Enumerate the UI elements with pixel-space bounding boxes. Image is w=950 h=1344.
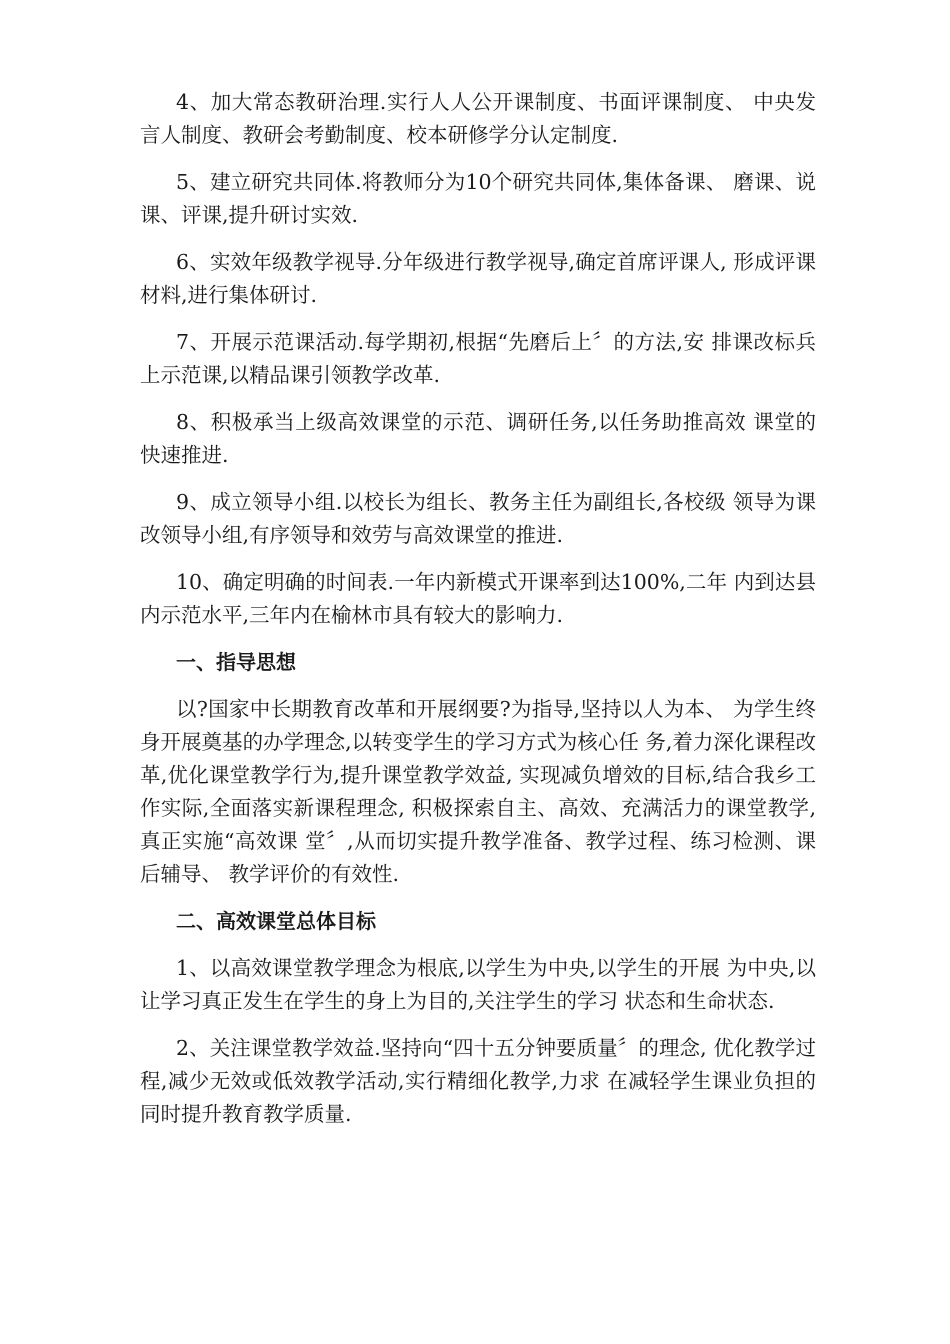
section-paragraph-guiding-ideology: 以?国家中长期教育改革和开展纲要?为指导,坚持以人为本、 为学生终身开展奠基的办学理念,以转变学生的学习方式为核心任 务,着力深化课程改革,优化课堂教学行为,提升课堂教学效益, 实现减负增效的目标,结合我乡工作实际,全面落实新课程理念, 积极探索自主、高效、充满活力的课堂教学,真正实施“高效课 堂〞,从而切实提升教学准备、教学过程、练习检测、课后辅导、 教学评价的有效性.	[140, 697, 816, 886]
goal-item-1: 1、以高效课堂教学理念为根底,以学生为中央,以学生的开展 为中央,以让学习真正发生在学生的身上为目的,关注学生的学习 状态和生命状态.	[140, 956, 816, 1013]
paragraph-item-5: 5、建立研究共同体.将教师分为10个研究共同体,集体备课、 磨课、说课、评课,提升研讨实效.	[140, 170, 816, 227]
section-heading-guiding-ideology: 一、指导思想	[176, 650, 296, 674]
paragraph-item-4: 4、加大常态教研治理.实行人人公开课制度、书面评课制度、 中央发言人制度、教研会考勤制度、校本研修学分认定制度.	[140, 90, 816, 147]
paragraph-item-7: 7、开展示范课活动.每学期初,根据“先磨后上〞的方法,安 排课改标兵上示范课,以精品课引领教学改革.	[140, 330, 816, 387]
paragraph-item-8: 8、积极承当上级高效课堂的示范、调研任务,以任务助推高效 课堂的快速推进.	[140, 410, 816, 467]
goal-item-2: 2、关注课堂教学效益.坚持向“四十五分钟要质量〞的理念, 优化教学过程,减少无效或低效教学活动,实行精细化教学,力求 在减轻学生课业负担的同时提升教育教学质量.	[140, 1036, 816, 1126]
section-heading-overall-goals: 二、高效课堂总体目标	[176, 909, 376, 933]
paragraph-item-6: 6、实效年级教学视导.分年级进行教学视导,确定首席评课人, 形成评课材料,进行集体研讨.	[140, 250, 816, 307]
paragraph-item-9: 9、成立领导小组.以校长为组长、教务主任为副组长,各校级 领导为课改领导小组,有序领导和效劳与高效课堂的推进.	[140, 490, 816, 547]
document-page	[140, 86, 816, 1145]
paragraph-item-10: 10、确定明确的时间表.一年内新模式开课率到达100%,二年 内到达县内示范水平,三年内在榆林市具有较大的影响力.	[140, 570, 816, 627]
